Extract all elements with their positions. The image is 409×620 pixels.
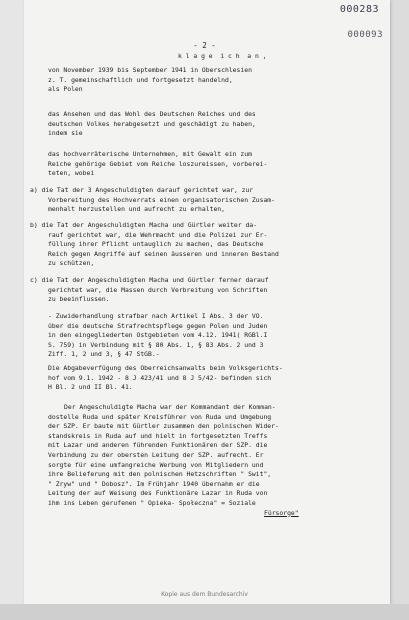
text-line: das Ansehen und das Wohl des Deutschen Reiches und des (48, 110, 256, 118)
text-line: Ziff. 1, 2 und 3, § 47 StGB.- (48, 350, 160, 359)
scan-bottom-edge (0, 604, 409, 620)
text-line: H Bl. 2 und II Bl. 41. (48, 383, 133, 392)
text-line: über die deutsche Strafrechtspflege gegen Polen und Juden (48, 321, 268, 330)
text-line: - Zuwiderhandlung strafbar nach Artikel I Abs. 3 der VO. (48, 312, 264, 320)
text-line: füllung ihrer Pflicht untauglich zu machen, das Deutsche (48, 240, 264, 249)
text-line: Verbindung zu der obersten Leitung der SZP. aufrecht. Er (48, 451, 264, 459)
text-line: a) die Tat der 3 Angeschuldigten darauf gerichtet war, zur (30, 186, 254, 194)
text-line: c) die Tat der Angeschuldigten Macha und Gürtler ferner darauf (30, 276, 269, 284)
text-line: als Polen (48, 85, 83, 94)
text-line: Fürsorge" (264, 508, 299, 517)
text-line: z. T. gemeinschaftlich und fortgesetzt handelnd, (48, 75, 233, 84)
text-line: deutschen Volkes herabgesetzt und geschädigt zu haben, (48, 119, 256, 128)
text-line: indem sie (48, 129, 83, 138)
archive-footer: Kopie aus dem Bundesarchiv (161, 591, 248, 598)
text-line: in den eingegliederten Ostgebieten vom 4.12. 1941( RGBl.I (48, 331, 268, 340)
text-line: b) die Tat der Angeschuldigten Macha und Gürtler weiter da- (30, 221, 258, 229)
text-line: das hochverräterische Unternehmen, mit Gewalt ein zum (48, 150, 252, 158)
text-line: " Zryw" und " Dobosz". Im Frühjahr 1940 übernahm er die (48, 479, 260, 488)
text-line: sorgte für eine umfangreiche Werbung von Mitgliedern und (48, 460, 264, 469)
text-line: gerichtet war, die Massen durch Verbreitung von Schriften (48, 285, 268, 294)
text-line: dostelle Ruda und später Kreisführer von Ruda und Umgebung (48, 412, 272, 421)
text-line: zu schützen, (48, 259, 95, 268)
text-line: Reiche gehörige Gebiet vom Reiche loszureissen, vorberei- (48, 159, 268, 168)
archive-number-stamp-secondary: 000093 (347, 30, 383, 40)
text-line: hof vom 9.1. 1942 - 8 J 423/41 und 8 J 5/42- befinden sich (48, 373, 272, 382)
text-line: Die Abgabeverfügung des Oberreichsanwalts beim Volksgerichts- (48, 364, 283, 372)
text-line: menhalt herzustellen und aufrecht zu erhalten, (48, 205, 225, 214)
text-line: Reich gegen Angriffe auf seinen äusseren und inneren Bestand (48, 249, 279, 258)
text-line: der SZP. Er baute mit Gürtler zusammen den polnischen Wider- (48, 422, 279, 431)
text-line: ihm ins Leben gerufenen " Opieka- Społeczna" = Soziale (48, 499, 256, 507)
text-line: rauf gerichtet war, die Wehrmacht und die Polizei zur Er- (48, 230, 268, 239)
text-line: Der Angeschuldigte Macha war der Kommandant der Komman- (64, 403, 276, 411)
text-line: standskreis in Ruda auf und hielt in fortgesetzten Treffs (48, 431, 268, 440)
page-number: - 2 - (193, 41, 216, 50)
text-line: teten, wobei (48, 169, 95, 178)
text-line: Leitung der auf Weisung des Funktionäre Lazar in Ruda von (48, 489, 268, 498)
text-line: Vorbereitung des Hochverrats einen organisatorischen Zusam- (48, 195, 276, 204)
text-line: ihre Belieferung mit den polnischen Hetzschriften " Swit", (48, 470, 272, 479)
text-line: S. 759) in Verbindung mit § 80 Abs. 1, § 83 Abs. 2 und 3 (48, 340, 264, 349)
text-line: mit Lazar und anderen führenden Funktionären der SZP. die (48, 441, 268, 450)
text-line: von November 1939 bis September 1941 in Oberschlesien (48, 66, 252, 74)
text-line: zu beeinflussen. (48, 295, 110, 304)
archive-number-stamp: 000283 (339, 4, 379, 15)
text-line: k l a g e i c h a n , (178, 52, 267, 60)
